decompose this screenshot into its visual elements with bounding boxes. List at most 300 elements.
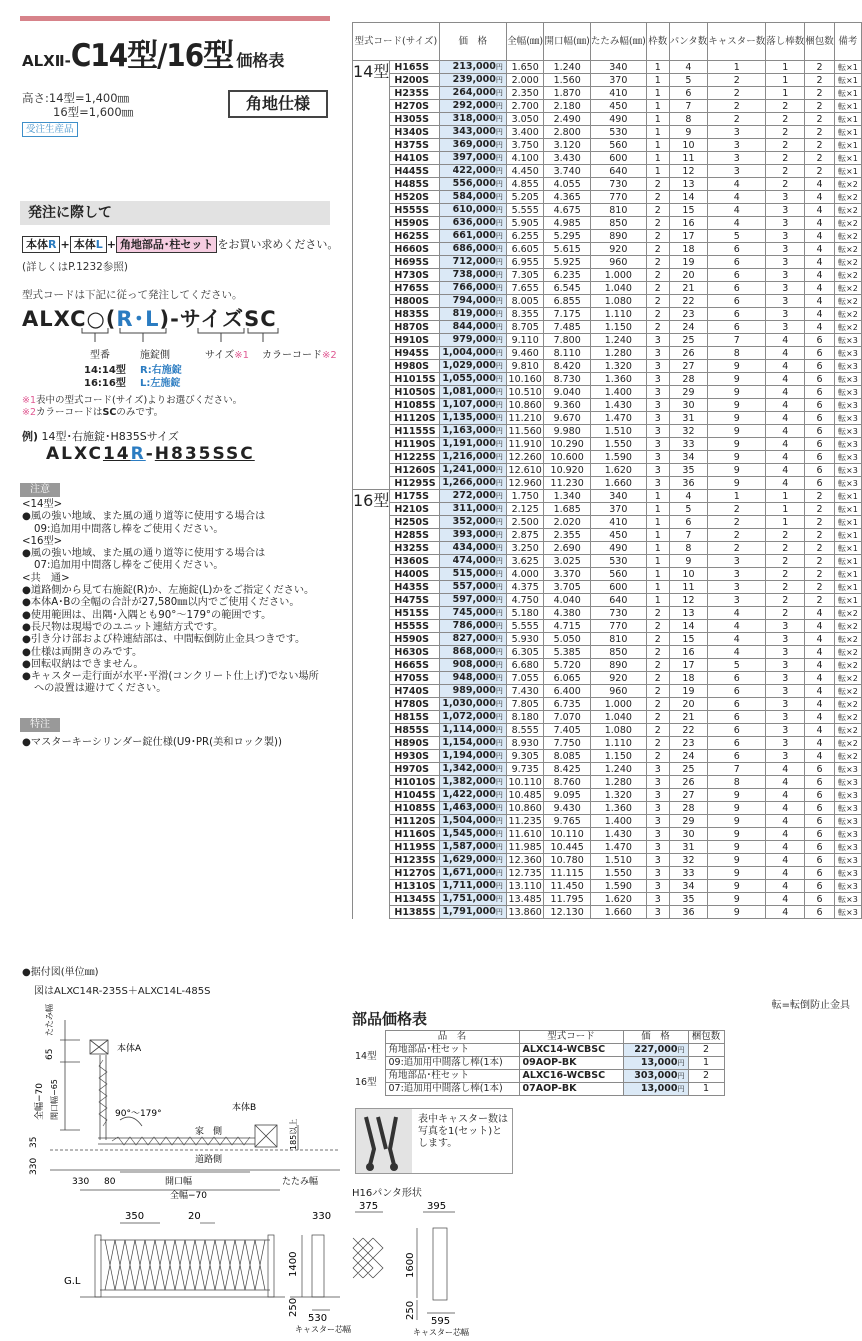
cell-open-width: 8.730 bbox=[544, 373, 590, 386]
yen-unit: 円 bbox=[495, 479, 503, 487]
table-row bbox=[353, 373, 862, 386]
cell-price bbox=[439, 672, 506, 685]
note-2-text-c: のみです。 bbox=[116, 407, 164, 418]
cell-full-width: 12.260 bbox=[506, 451, 544, 464]
yen-unit: 円 bbox=[495, 726, 503, 734]
cell-fold-width: 1.620 bbox=[590, 893, 646, 906]
cell-drop-rods: 4 bbox=[766, 360, 805, 373]
special-order-label: 特注 bbox=[20, 718, 60, 732]
cell-packages: 6 bbox=[805, 360, 835, 373]
parts-header-name: 品 名 bbox=[385, 1031, 519, 1044]
cell-code: H1270S bbox=[390, 867, 439, 880]
cell-packages: 4 bbox=[805, 711, 835, 724]
cell-packages: 2 bbox=[805, 516, 835, 529]
price-value: 311,000 bbox=[452, 503, 496, 514]
yen-unit: 円 bbox=[495, 687, 503, 695]
price-value: 1,081,000 bbox=[442, 386, 496, 397]
cell-open-width: 9.765 bbox=[544, 815, 590, 828]
cell-code: H200S bbox=[390, 74, 439, 87]
yen-unit: 円 bbox=[495, 518, 503, 526]
corner-spec-badge: 角地仕様 bbox=[228, 90, 328, 118]
price-value: 515,000 bbox=[452, 568, 496, 579]
table-footnote: 転=転倒防止金具 bbox=[771, 1000, 850, 1011]
cell-drop-rods: 3 bbox=[766, 711, 805, 724]
label-330-elev: 330 bbox=[312, 1211, 332, 1222]
cell-remarks: 転×2 bbox=[834, 243, 861, 256]
price-table bbox=[352, 22, 862, 919]
table-row bbox=[353, 256, 862, 269]
cell-pantas: 34 bbox=[669, 880, 708, 893]
cell-pantas: 19 bbox=[669, 685, 708, 698]
table-row bbox=[353, 893, 862, 906]
cell-full-width: 2.350 bbox=[506, 87, 544, 100]
cell-fold-width: 1.150 bbox=[590, 750, 646, 763]
cell-open-width: 4.985 bbox=[544, 217, 590, 230]
cell-pantas: 8 bbox=[669, 113, 708, 126]
price-value: 636,000 bbox=[452, 217, 496, 228]
cell-remarks: 転×3 bbox=[834, 867, 861, 880]
cell-code: H1155S bbox=[390, 425, 439, 438]
cell-frames: 2 bbox=[646, 711, 669, 724]
cell-price bbox=[439, 100, 506, 113]
cell-fold-width: 890 bbox=[590, 659, 646, 672]
cell-drop-rods: 1 bbox=[766, 74, 805, 87]
cell-pantas: 20 bbox=[669, 698, 708, 711]
cell-drop-rods: 4 bbox=[766, 373, 805, 386]
cell-remarks: 転×1 bbox=[834, 74, 861, 87]
cell-casters: 2 bbox=[708, 74, 766, 87]
yen-unit: 円 bbox=[495, 206, 503, 214]
parts-header-pack: 梱包数 bbox=[688, 1031, 724, 1044]
cell-packages: 6 bbox=[805, 763, 835, 776]
cell-code: H1120S bbox=[390, 815, 439, 828]
body-r-box bbox=[22, 236, 60, 253]
cell-packages: 4 bbox=[805, 724, 835, 737]
parts-cell-name: 07:追加用中間落し棒(1本) bbox=[385, 1083, 519, 1096]
cell-price bbox=[439, 74, 506, 87]
cell-packages: 2 bbox=[805, 503, 835, 516]
cell-open-width: 6.545 bbox=[544, 282, 590, 295]
price-value: 1,241,000 bbox=[442, 464, 496, 475]
table-row bbox=[353, 113, 862, 126]
cell-full-width: 4.450 bbox=[506, 165, 544, 178]
cell-fold-width: 370 bbox=[590, 503, 646, 516]
label-body-a: 本体A bbox=[117, 1044, 142, 1054]
cell-casters: 1 bbox=[708, 490, 766, 503]
photo-caption-line: 表中キャスター数は bbox=[418, 1114, 508, 1125]
price-value: 1,342,000 bbox=[442, 763, 496, 774]
cell-pantas: 13 bbox=[669, 178, 708, 191]
cell-open-width: 7.750 bbox=[544, 737, 590, 750]
price-value: 1,191,000 bbox=[442, 438, 496, 449]
cell-full-width: 3.250 bbox=[506, 542, 544, 555]
cell-drop-rods: 2 bbox=[766, 165, 805, 178]
cell-code: H400S bbox=[390, 568, 439, 581]
cell-pantas: 15 bbox=[669, 633, 708, 646]
cell-frames: 1 bbox=[646, 165, 669, 178]
label-250: 250 bbox=[288, 1297, 299, 1317]
table-row bbox=[353, 776, 862, 789]
cell-full-width: 3.050 bbox=[506, 113, 544, 126]
cell-code: H235S bbox=[390, 87, 439, 100]
header-casters: キャスター数 bbox=[708, 23, 766, 61]
table-row bbox=[353, 451, 862, 464]
cell-remarks: 転×1 bbox=[834, 113, 861, 126]
cell-remarks: 転×3 bbox=[834, 906, 861, 919]
cell-pantas: 26 bbox=[669, 776, 708, 789]
cell-code: H375S bbox=[390, 139, 439, 152]
cell-casters: 9 bbox=[708, 828, 766, 841]
cell-pantas: 11 bbox=[669, 152, 708, 165]
cell-pantas: 29 bbox=[669, 386, 708, 399]
cell-packages: 4 bbox=[805, 217, 835, 230]
cell-price bbox=[439, 386, 506, 399]
cell-remarks: 転×1 bbox=[834, 61, 861, 74]
cell-full-width: 1.750 bbox=[506, 490, 544, 503]
cell-full-width: 5.180 bbox=[506, 607, 544, 620]
cell-pantas: 11 bbox=[669, 581, 708, 594]
cell-code: H1050S bbox=[390, 386, 439, 399]
cell-fold-width: 600 bbox=[590, 581, 646, 594]
cell-pantas: 8 bbox=[669, 542, 708, 555]
cell-fold-width: 450 bbox=[590, 100, 646, 113]
cell-full-width: 6.255 bbox=[506, 230, 544, 243]
cell-remarks: 転×3 bbox=[834, 776, 861, 789]
table-row bbox=[353, 802, 862, 815]
cell-full-width: 3.400 bbox=[506, 126, 544, 139]
cell-remarks: 転×2 bbox=[834, 295, 861, 308]
cell-pantas: 36 bbox=[669, 906, 708, 919]
caution-line: ●回転収納はできません。 bbox=[22, 658, 144, 670]
cell-code: H250S bbox=[390, 516, 439, 529]
example-label: 例) bbox=[22, 430, 39, 443]
cell-code: H175S bbox=[390, 490, 439, 503]
price-value: 1,029,000 bbox=[442, 360, 496, 371]
cell-full-width: 10.110 bbox=[506, 776, 544, 789]
yen-unit: 円 bbox=[495, 661, 503, 669]
code-format-suffix: )-サイズSC bbox=[159, 307, 277, 331]
parts-group-label: 14型 bbox=[355, 1050, 377, 1062]
parts-cell-name: 09:追加用中間落し棒(1本) bbox=[385, 1057, 519, 1070]
cell-price bbox=[439, 126, 506, 139]
table-row bbox=[353, 750, 862, 763]
cell-pantas: 14 bbox=[669, 191, 708, 204]
cell-full-width: 6.955 bbox=[506, 256, 544, 269]
label-375: 375 bbox=[359, 1201, 379, 1212]
cell-remarks: 転×1 bbox=[834, 529, 861, 542]
label-185-over: 185以上 bbox=[289, 1118, 298, 1150]
cell-remarks: 転×3 bbox=[834, 841, 861, 854]
table-row bbox=[353, 204, 862, 217]
cell-packages: 6 bbox=[805, 841, 835, 854]
cell-casters: 6 bbox=[708, 269, 766, 282]
cell-code: H625S bbox=[390, 230, 439, 243]
table-row bbox=[353, 230, 862, 243]
cell-price bbox=[439, 789, 506, 802]
price-value: 766,000 bbox=[452, 282, 496, 293]
yen-unit: 円 bbox=[495, 869, 503, 877]
label-size-text: サイズ bbox=[205, 350, 235, 361]
cell-remarks: 転×3 bbox=[834, 438, 861, 451]
cell-open-width: 4.380 bbox=[544, 607, 590, 620]
cell-packages: 4 bbox=[805, 698, 835, 711]
cell-code: H705S bbox=[390, 672, 439, 685]
cell-remarks: 転×3 bbox=[834, 815, 861, 828]
table-row bbox=[353, 139, 862, 152]
cell-drop-rods: 4 bbox=[766, 334, 805, 347]
cell-price bbox=[439, 633, 506, 646]
cell-code: H730S bbox=[390, 269, 439, 282]
cell-frames: 1 bbox=[646, 542, 669, 555]
cell-packages: 6 bbox=[805, 477, 835, 490]
cell-remarks: 転×2 bbox=[834, 308, 861, 321]
cell-drop-rods: 1 bbox=[766, 61, 805, 74]
cell-drop-rods: 3 bbox=[766, 269, 805, 282]
cell-open-width: 7.405 bbox=[544, 724, 590, 737]
cell-drop-rods: 4 bbox=[766, 763, 805, 776]
price-value: 272,000 bbox=[452, 490, 496, 501]
cell-code: H590S bbox=[390, 217, 439, 230]
cell-fold-width: 1.430 bbox=[590, 399, 646, 412]
cell-frames: 3 bbox=[646, 464, 669, 477]
cell-casters: 6 bbox=[708, 724, 766, 737]
cell-drop-rods: 2 bbox=[766, 555, 805, 568]
example-line bbox=[22, 428, 179, 444]
cell-full-width: 12.960 bbox=[506, 477, 544, 490]
cell-frames: 3 bbox=[646, 789, 669, 802]
cell-pantas: 32 bbox=[669, 425, 708, 438]
cell-remarks: 転×2 bbox=[834, 685, 861, 698]
group-label-16: 16型 bbox=[353, 490, 390, 919]
cell-full-width: 2.700 bbox=[506, 100, 544, 113]
cell-drop-rods: 3 bbox=[766, 633, 805, 646]
cell-price bbox=[439, 61, 506, 74]
cell-remarks: 転×1 bbox=[834, 165, 861, 178]
cell-remarks: 転×1 bbox=[834, 152, 861, 165]
cell-packages: 4 bbox=[805, 607, 835, 620]
price-value: 13,000 bbox=[640, 1083, 678, 1094]
table-row bbox=[353, 828, 862, 841]
cell-full-width: 6.305 bbox=[506, 646, 544, 659]
cell-full-width: 5.555 bbox=[506, 620, 544, 633]
cell-price bbox=[439, 347, 506, 360]
cell-fold-width: 960 bbox=[590, 685, 646, 698]
price-value: 1,154,000 bbox=[442, 737, 496, 748]
cell-code: H360S bbox=[390, 555, 439, 568]
cell-packages: 6 bbox=[805, 464, 835, 477]
made-to-order-badge: 受注生産品 bbox=[22, 122, 78, 137]
cell-remarks: 転×2 bbox=[834, 191, 861, 204]
cell-casters: 2 bbox=[708, 503, 766, 516]
price-value: 597,000 bbox=[452, 594, 496, 605]
cell-fold-width: 810 bbox=[590, 633, 646, 646]
price-value: 1,504,000 bbox=[442, 815, 496, 826]
cell-frames: 3 bbox=[646, 347, 669, 360]
cell-fold-width: 450 bbox=[590, 529, 646, 542]
cell-packages: 4 bbox=[805, 685, 835, 698]
price-value: 1,711,000 bbox=[442, 880, 496, 891]
cell-price bbox=[439, 425, 506, 438]
yen-unit: 円 bbox=[495, 843, 503, 851]
cell-remarks: 転×3 bbox=[834, 828, 861, 841]
caster-photo bbox=[356, 1109, 412, 1173]
cell-open-width: 5.295 bbox=[544, 230, 590, 243]
cell-full-width: 11.985 bbox=[506, 841, 544, 854]
cell-open-width: 7.175 bbox=[544, 308, 590, 321]
cell-frames: 2 bbox=[646, 191, 669, 204]
cell-code: H445S bbox=[390, 165, 439, 178]
cell-casters: 9 bbox=[708, 854, 766, 867]
example-code bbox=[46, 444, 255, 464]
cell-frames: 2 bbox=[646, 321, 669, 334]
cell-full-width: 9.735 bbox=[506, 763, 544, 776]
price-value: 556,000 bbox=[452, 178, 496, 189]
cell-full-width: 7.055 bbox=[506, 672, 544, 685]
cell-fold-width: 600 bbox=[590, 152, 646, 165]
header-fold-width: たたみ幅(㎜) bbox=[590, 23, 646, 61]
parts-cell-pack: 2 bbox=[688, 1044, 724, 1057]
price-value: 264,000 bbox=[452, 87, 496, 98]
caution-line: <共 通> bbox=[22, 572, 70, 584]
cell-full-width: 7.430 bbox=[506, 685, 544, 698]
cell-code: H1385S bbox=[390, 906, 439, 919]
cell-open-width: 11.115 bbox=[544, 867, 590, 880]
cell-packages: 2 bbox=[805, 113, 835, 126]
label-body-b: 本体B bbox=[232, 1103, 257, 1113]
cell-open-width: 6.235 bbox=[544, 269, 590, 282]
cell-fold-width: 730 bbox=[590, 178, 646, 191]
table-row bbox=[353, 308, 862, 321]
cell-drop-rods: 4 bbox=[766, 477, 805, 490]
table-row bbox=[353, 659, 862, 672]
cell-remarks: 転×2 bbox=[834, 698, 861, 711]
header-drop-rods: 落し棒数 bbox=[766, 23, 805, 61]
cell-full-width: 4.750 bbox=[506, 594, 544, 607]
cell-drop-rods: 3 bbox=[766, 685, 805, 698]
cell-full-width: 2.125 bbox=[506, 503, 544, 516]
cell-drop-rods: 3 bbox=[766, 646, 805, 659]
cell-price bbox=[439, 685, 506, 698]
table-row bbox=[353, 87, 862, 100]
cell-remarks: 転×1 bbox=[834, 139, 861, 152]
cell-full-width: 8.355 bbox=[506, 308, 544, 321]
cell-pantas: 27 bbox=[669, 360, 708, 373]
cell-packages: 2 bbox=[805, 152, 835, 165]
parts-cell-name: 角地部品･柱セット bbox=[385, 1070, 519, 1083]
cell-full-width: 5.555 bbox=[506, 204, 544, 217]
cell-code: H970S bbox=[390, 763, 439, 776]
label-full-width: 全幅−70 bbox=[170, 1191, 207, 1201]
cell-pantas: 12 bbox=[669, 165, 708, 178]
caution-line: ●道路側から見て右施錠(R)か、左施錠(L)かをご指定ください。 bbox=[22, 585, 315, 597]
cell-pantas: 24 bbox=[669, 321, 708, 334]
cell-code: H660S bbox=[390, 243, 439, 256]
cell-packages: 6 bbox=[805, 854, 835, 867]
yen-unit: 円 bbox=[495, 167, 503, 175]
parts-cell-code: ALXC16-WCBSC bbox=[519, 1070, 623, 1083]
cell-open-width: 10.110 bbox=[544, 828, 590, 841]
table-row bbox=[353, 880, 862, 893]
header-full-width: 全幅(㎜) bbox=[506, 23, 544, 61]
price-value: 239,000 bbox=[452, 74, 496, 85]
cell-code: H485S bbox=[390, 178, 439, 191]
cell-packages: 6 bbox=[805, 425, 835, 438]
cell-frames: 3 bbox=[646, 906, 669, 919]
cell-full-width: 3.750 bbox=[506, 139, 544, 152]
cell-code: H980S bbox=[390, 360, 439, 373]
corner-parts-box: 角地部品･柱セット bbox=[116, 236, 218, 253]
cell-frames: 2 bbox=[646, 750, 669, 763]
cell-remarks: 転×2 bbox=[834, 204, 861, 217]
parts-table bbox=[352, 1030, 725, 1096]
cell-drop-rods: 1 bbox=[766, 503, 805, 516]
cell-drop-rods: 3 bbox=[766, 308, 805, 321]
cell-fold-width: 1.110 bbox=[590, 737, 646, 750]
yen-unit: 円 bbox=[495, 297, 503, 305]
cell-frames: 1 bbox=[646, 113, 669, 126]
yen-unit: 円 bbox=[677, 1059, 685, 1067]
cell-fold-width: 850 bbox=[590, 646, 646, 659]
cell-open-width: 6.855 bbox=[544, 295, 590, 308]
yen-unit: 円 bbox=[495, 752, 503, 760]
cell-remarks: 転×1 bbox=[834, 568, 861, 581]
cell-full-width: 8.930 bbox=[506, 737, 544, 750]
table-row bbox=[353, 724, 862, 737]
caution-list bbox=[22, 499, 337, 696]
plus-sign: + bbox=[60, 238, 70, 251]
parts-table-header bbox=[352, 1031, 724, 1044]
cell-packages: 6 bbox=[805, 880, 835, 893]
cell-open-width: 11.450 bbox=[544, 880, 590, 893]
cell-code: H435S bbox=[390, 581, 439, 594]
cell-packages: 2 bbox=[805, 74, 835, 87]
label-house-side: 家 側 bbox=[195, 1127, 223, 1137]
cell-full-width: 6.605 bbox=[506, 243, 544, 256]
cell-packages: 6 bbox=[805, 828, 835, 841]
parts-row bbox=[352, 1044, 724, 1057]
price-value: 1,135,000 bbox=[442, 412, 496, 423]
cell-fold-width: 640 bbox=[590, 165, 646, 178]
cell-code: H1260S bbox=[390, 464, 439, 477]
cell-packages: 4 bbox=[805, 295, 835, 308]
yen-unit: 円 bbox=[495, 908, 503, 916]
yen-unit: 円 bbox=[495, 440, 503, 448]
cell-packages: 4 bbox=[805, 737, 835, 750]
price-value: 989,000 bbox=[452, 685, 496, 696]
plus-sign: + bbox=[106, 238, 116, 251]
cell-casters: 9 bbox=[708, 893, 766, 906]
label-530: 530 bbox=[308, 1313, 328, 1324]
cell-frames: 3 bbox=[646, 880, 669, 893]
cell-packages: 2 bbox=[805, 568, 835, 581]
cell-pantas: 36 bbox=[669, 477, 708, 490]
cell-frames: 1 bbox=[646, 516, 669, 529]
cell-fold-width: 1.430 bbox=[590, 828, 646, 841]
cell-full-width: 10.485 bbox=[506, 789, 544, 802]
cell-price bbox=[439, 360, 506, 373]
cell-casters: 6 bbox=[708, 243, 766, 256]
table-row bbox=[353, 490, 862, 503]
yen-unit: 円 bbox=[495, 310, 503, 318]
cell-fold-width: 1.470 bbox=[590, 841, 646, 854]
cell-pantas: 10 bbox=[669, 568, 708, 581]
yen-unit: 円 bbox=[495, 102, 503, 110]
yen-unit: 円 bbox=[495, 115, 503, 123]
cell-casters: 2 bbox=[708, 100, 766, 113]
yen-unit: 円 bbox=[495, 856, 503, 864]
cell-open-width: 9.360 bbox=[544, 399, 590, 412]
parts-group-label: 16型 bbox=[355, 1076, 377, 1088]
